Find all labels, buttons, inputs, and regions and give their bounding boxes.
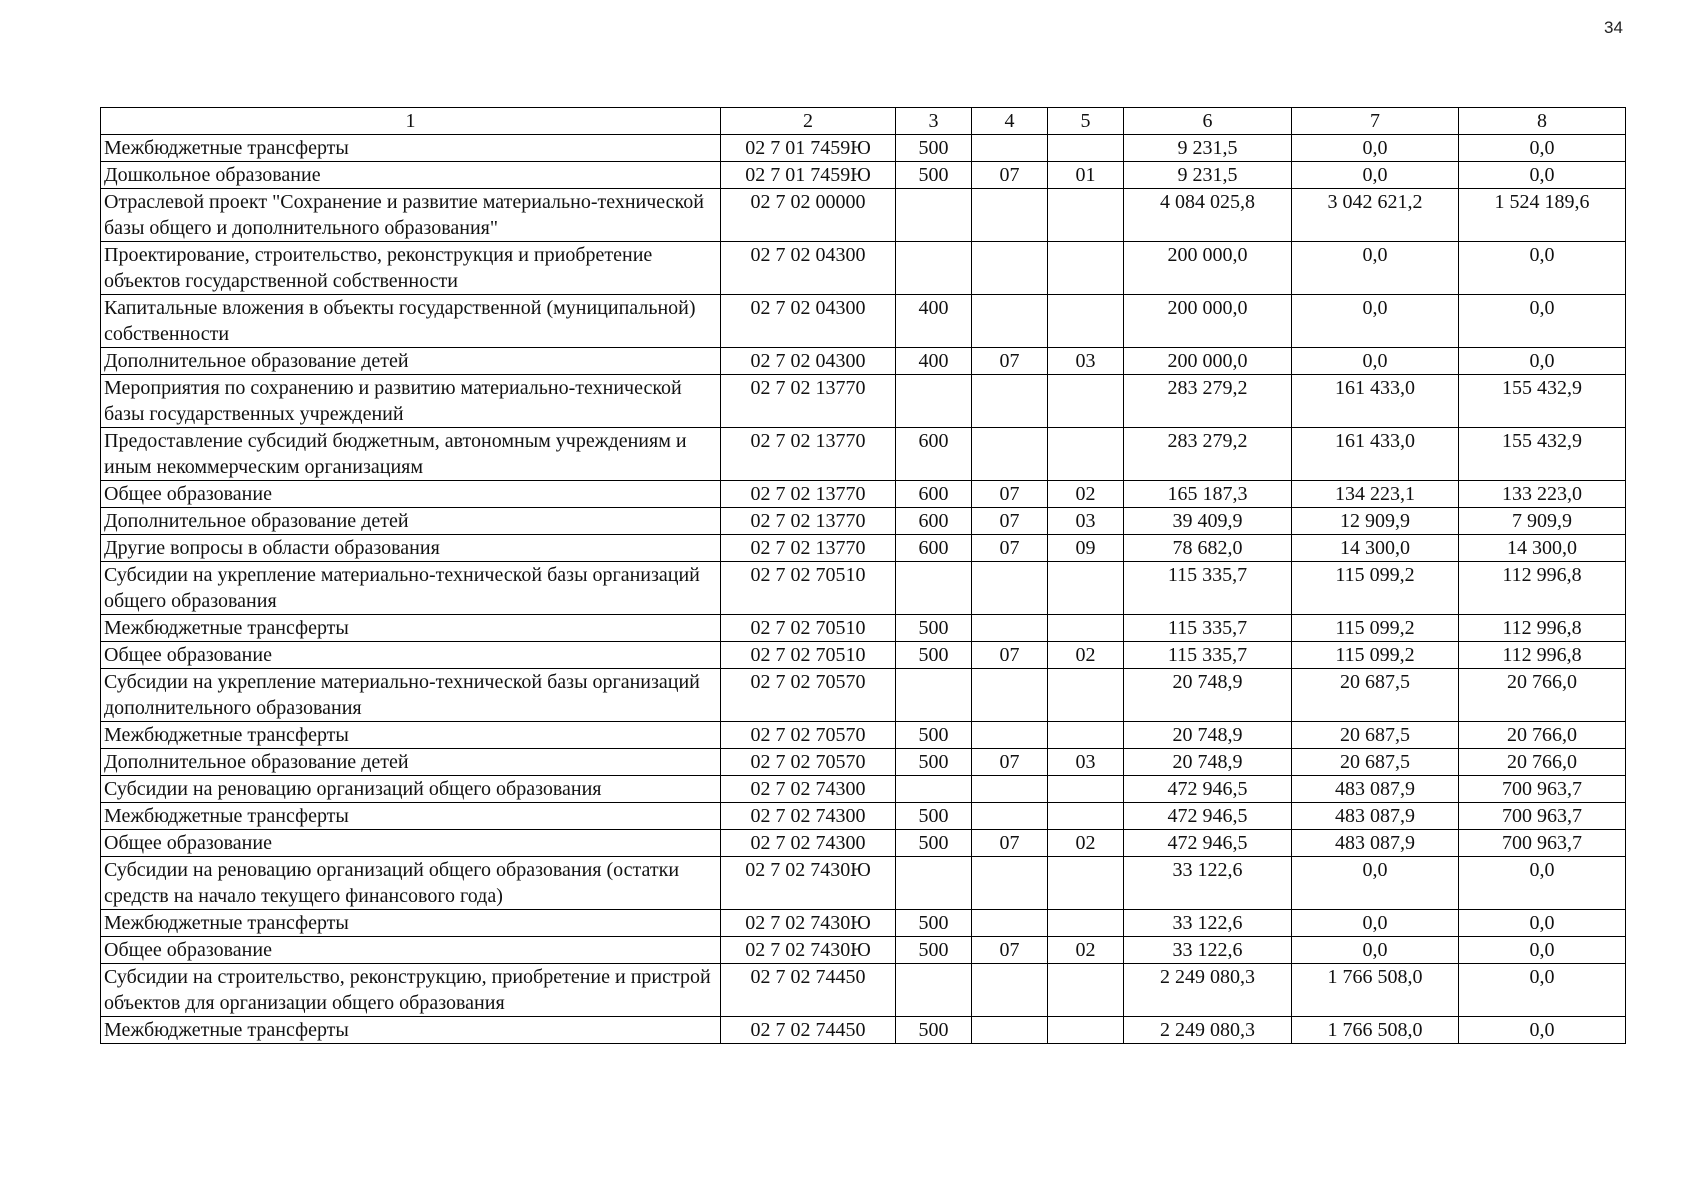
table-row <box>101 348 1626 375</box>
target-code: 02 7 02 74300 <box>721 803 896 830</box>
section <box>972 562 1048 615</box>
amount-year3: 112 996,8 <box>1459 562 1626 615</box>
section <box>972 1017 1048 1044</box>
target-code: 02 7 02 04300 <box>721 295 896 348</box>
table-row <box>101 642 1626 669</box>
target-code: 02 7 02 13770 <box>721 428 896 481</box>
section <box>972 615 1048 642</box>
amount-year3: 0,0 <box>1459 348 1626 375</box>
amount-year2: 0,0 <box>1292 295 1459 348</box>
target-code: 02 7 02 70570 <box>721 722 896 749</box>
target-code: 02 7 02 74450 <box>721 1017 896 1044</box>
table-row <box>101 910 1626 937</box>
section: 07 <box>972 830 1048 857</box>
amount-year1: 39 409,9 <box>1124 508 1292 535</box>
amount-year3: 700 963,7 <box>1459 803 1626 830</box>
amount-year2: 12 909,9 <box>1292 508 1459 535</box>
subsection <box>1048 910 1124 937</box>
section <box>972 776 1048 803</box>
expense-type: 600 <box>896 535 972 562</box>
amount-year2: 115 099,2 <box>1292 642 1459 669</box>
amount-year2: 20 687,5 <box>1292 669 1459 722</box>
amount-year2: 1 766 508,0 <box>1292 964 1459 1017</box>
item-name: Межбюджетные трансферты <box>101 135 721 162</box>
subsection <box>1048 562 1124 615</box>
table-row <box>101 669 1626 722</box>
subsection <box>1048 722 1124 749</box>
target-code: 02 7 02 7430Ю <box>721 937 896 964</box>
table-row <box>101 776 1626 803</box>
column-header: 7 <box>1292 108 1459 135</box>
item-name: Дополнительное образование детей <box>101 508 721 535</box>
target-code: 02 7 02 74300 <box>721 776 896 803</box>
table-row <box>101 749 1626 776</box>
item-name: Общее образование <box>101 481 721 508</box>
item-name: Дополнительное образование детей <box>101 749 721 776</box>
target-code: 02 7 02 70510 <box>721 615 896 642</box>
item-name: Другие вопросы в области образования <box>101 535 721 562</box>
section: 07 <box>972 642 1048 669</box>
amount-year3: 20 766,0 <box>1459 722 1626 749</box>
table-row <box>101 428 1626 481</box>
target-code: 02 7 02 04300 <box>721 348 896 375</box>
amount-year3: 700 963,7 <box>1459 776 1626 803</box>
section <box>972 295 1048 348</box>
amount-year3: 133 223,0 <box>1459 481 1626 508</box>
amount-year2: 14 300,0 <box>1292 535 1459 562</box>
amount-year2: 0,0 <box>1292 242 1459 295</box>
item-name: Межбюджетные трансферты <box>101 910 721 937</box>
column-header: 5 <box>1048 108 1124 135</box>
amount-year2: 0,0 <box>1292 348 1459 375</box>
amount-year3: 0,0 <box>1459 857 1626 910</box>
item-name: Субсидии на укрепление материально-технической базы организаций дополнительного образования <box>101 669 721 722</box>
item-name: Межбюджетные трансферты <box>101 615 721 642</box>
amount-year3: 1 524 189,6 <box>1459 189 1626 242</box>
amount-year2: 0,0 <box>1292 910 1459 937</box>
amount-year1: 115 335,7 <box>1124 642 1292 669</box>
amount-year2: 0,0 <box>1292 857 1459 910</box>
subsection <box>1048 776 1124 803</box>
section <box>972 669 1048 722</box>
target-code: 02 7 02 70570 <box>721 669 896 722</box>
column-header: 3 <box>896 108 972 135</box>
target-code: 02 7 02 13770 <box>721 375 896 428</box>
subsection: 03 <box>1048 508 1124 535</box>
item-name: Предоставление субсидий бюджетным, автономным учреждениям и иным некоммерческим организациям <box>101 428 721 481</box>
amount-year3: 155 432,9 <box>1459 375 1626 428</box>
amount-year3: 0,0 <box>1459 1017 1626 1044</box>
amount-year1: 78 682,0 <box>1124 535 1292 562</box>
expense-type: 500 <box>896 803 972 830</box>
item-name: Дополнительное образование детей <box>101 348 721 375</box>
subsection <box>1048 428 1124 481</box>
amount-year2: 483 087,9 <box>1292 803 1459 830</box>
amount-year1: 33 122,6 <box>1124 910 1292 937</box>
expense-type: 500 <box>896 135 972 162</box>
column-header: 6 <box>1124 108 1292 135</box>
amount-year1: 20 748,9 <box>1124 722 1292 749</box>
table-body <box>101 135 1626 1044</box>
amount-year1: 9 231,5 <box>1124 162 1292 189</box>
subsection <box>1048 669 1124 722</box>
table-row <box>101 722 1626 749</box>
expense-type: 500 <box>896 937 972 964</box>
table-row <box>101 295 1626 348</box>
amount-year1: 165 187,3 <box>1124 481 1292 508</box>
amount-year1: 283 279,2 <box>1124 375 1292 428</box>
table-row <box>101 162 1626 189</box>
budget-table <box>100 107 1626 1044</box>
amount-year3: 0,0 <box>1459 242 1626 295</box>
item-name: Общее образование <box>101 642 721 669</box>
table-row <box>101 803 1626 830</box>
amount-year1: 20 748,9 <box>1124 669 1292 722</box>
subsection: 09 <box>1048 535 1124 562</box>
section <box>972 857 1048 910</box>
subsection <box>1048 803 1124 830</box>
target-code: 02 7 02 70510 <box>721 562 896 615</box>
expense-type: 500 <box>896 722 972 749</box>
section: 07 <box>972 937 1048 964</box>
item-name: Общее образование <box>101 830 721 857</box>
header-row <box>101 108 1626 135</box>
item-name: Субсидии на реновацию организаций общего образования <box>101 776 721 803</box>
amount-year3: 0,0 <box>1459 135 1626 162</box>
column-header: 8 <box>1459 108 1626 135</box>
item-name: Субсидии на укрепление материально-технической базы организаций общего образования <box>101 562 721 615</box>
section <box>972 189 1048 242</box>
amount-year1: 115 335,7 <box>1124 615 1292 642</box>
amount-year3: 112 996,8 <box>1459 615 1626 642</box>
target-code: 02 7 02 13770 <box>721 535 896 562</box>
subsection: 03 <box>1048 348 1124 375</box>
subsection: 01 <box>1048 162 1124 189</box>
expense-type <box>896 242 972 295</box>
amount-year1: 2 249 080,3 <box>1124 1017 1292 1044</box>
amount-year3: 700 963,7 <box>1459 830 1626 857</box>
item-name: Межбюджетные трансферты <box>101 722 721 749</box>
amount-year2: 3 042 621,2 <box>1292 189 1459 242</box>
subsection <box>1048 1017 1124 1044</box>
subsection <box>1048 135 1124 162</box>
amount-year2: 0,0 <box>1292 162 1459 189</box>
amount-year2: 134 223,1 <box>1292 481 1459 508</box>
subsection <box>1048 615 1124 642</box>
amount-year1: 2 249 080,3 <box>1124 964 1292 1017</box>
section <box>972 428 1048 481</box>
amount-year1: 472 946,5 <box>1124 776 1292 803</box>
expense-type: 500 <box>896 615 972 642</box>
item-name: Отраслевой проект "Сохранение и развитие материально-технической базы общего и дополнительного образования" <box>101 189 721 242</box>
target-code: 02 7 02 04300 <box>721 242 896 295</box>
subsection <box>1048 295 1124 348</box>
amount-year3: 112 996,8 <box>1459 642 1626 669</box>
amount-year2: 161 433,0 <box>1292 375 1459 428</box>
expense-type: 500 <box>896 642 972 669</box>
table-row <box>101 830 1626 857</box>
subsection <box>1048 857 1124 910</box>
amount-year3: 7 909,9 <box>1459 508 1626 535</box>
section <box>972 910 1048 937</box>
expense-type: 500 <box>896 830 972 857</box>
expense-type: 600 <box>896 481 972 508</box>
item-name: Дошкольное образование <box>101 162 721 189</box>
amount-year3: 20 766,0 <box>1459 749 1626 776</box>
expense-type <box>896 964 972 1017</box>
section <box>972 375 1048 428</box>
section <box>972 803 1048 830</box>
amount-year1: 33 122,6 <box>1124 857 1292 910</box>
section <box>972 722 1048 749</box>
amount-year1: 472 946,5 <box>1124 803 1292 830</box>
item-name: Субсидии на строительство, реконструкцию, приобретение и пристрой объектов для организации общего образования <box>101 964 721 1017</box>
amount-year1: 9 231,5 <box>1124 135 1292 162</box>
target-code: 02 7 02 7430Ю <box>721 857 896 910</box>
expense-type <box>896 857 972 910</box>
subsection: 02 <box>1048 642 1124 669</box>
target-code: 02 7 02 70510 <box>721 642 896 669</box>
amount-year1: 4 084 025,8 <box>1124 189 1292 242</box>
amount-year3: 20 766,0 <box>1459 669 1626 722</box>
subsection <box>1048 242 1124 295</box>
amount-year1: 283 279,2 <box>1124 428 1292 481</box>
table-row <box>101 242 1626 295</box>
target-code: 02 7 02 70570 <box>721 749 896 776</box>
table-row <box>101 135 1626 162</box>
subsection: 02 <box>1048 481 1124 508</box>
item-name: Субсидии на реновацию организаций общего образования (остатки средств на начало текущего финансового года) <box>101 857 721 910</box>
amount-year2: 115 099,2 <box>1292 615 1459 642</box>
expense-type <box>896 189 972 242</box>
expense-type: 500 <box>896 1017 972 1044</box>
target-code: 02 7 02 13770 <box>721 508 896 535</box>
amount-year2: 20 687,5 <box>1292 749 1459 776</box>
table-row <box>101 189 1626 242</box>
section <box>972 242 1048 295</box>
subsection <box>1048 375 1124 428</box>
section: 07 <box>972 749 1048 776</box>
column-header: 4 <box>972 108 1048 135</box>
amount-year1: 200 000,0 <box>1124 348 1292 375</box>
amount-year2: 0,0 <box>1292 135 1459 162</box>
section <box>972 135 1048 162</box>
section: 07 <box>972 508 1048 535</box>
table-row <box>101 937 1626 964</box>
table-row <box>101 964 1626 1017</box>
amount-year2: 20 687,5 <box>1292 722 1459 749</box>
amount-year1: 200 000,0 <box>1124 242 1292 295</box>
amount-year1: 472 946,5 <box>1124 830 1292 857</box>
item-name: Межбюджетные трансферты <box>101 1017 721 1044</box>
column-header: 1 <box>101 108 721 135</box>
amount-year3: 0,0 <box>1459 910 1626 937</box>
amount-year2: 161 433,0 <box>1292 428 1459 481</box>
section: 07 <box>972 535 1048 562</box>
amount-year3: 0,0 <box>1459 964 1626 1017</box>
amount-year1: 33 122,6 <box>1124 937 1292 964</box>
table-row <box>101 375 1626 428</box>
target-code: 02 7 02 74450 <box>721 964 896 1017</box>
expense-type: 400 <box>896 348 972 375</box>
amount-year3: 155 432,9 <box>1459 428 1626 481</box>
amount-year2: 0,0 <box>1292 937 1459 964</box>
column-header: 2 <box>721 108 896 135</box>
amount-year2: 1 766 508,0 <box>1292 1017 1459 1044</box>
table-row <box>101 615 1626 642</box>
expense-type: 600 <box>896 428 972 481</box>
section: 07 <box>972 162 1048 189</box>
table-row <box>101 481 1626 508</box>
item-name: Капитальные вложения в объекты государственной (муниципальной) собственности <box>101 295 721 348</box>
subsection <box>1048 189 1124 242</box>
item-name: Общее образование <box>101 937 721 964</box>
amount-year2: 483 087,9 <box>1292 776 1459 803</box>
table-row <box>101 562 1626 615</box>
amount-year2: 115 099,2 <box>1292 562 1459 615</box>
table-row <box>101 857 1626 910</box>
amount-year1: 200 000,0 <box>1124 295 1292 348</box>
section: 07 <box>972 481 1048 508</box>
subsection <box>1048 964 1124 1017</box>
expense-type: 500 <box>896 162 972 189</box>
target-code: 02 7 02 13770 <box>721 481 896 508</box>
subsection: 02 <box>1048 937 1124 964</box>
table-row <box>101 508 1626 535</box>
table-row <box>101 535 1626 562</box>
amount-year1: 20 748,9 <box>1124 749 1292 776</box>
amount-year3: 0,0 <box>1459 295 1626 348</box>
amount-year1: 115 335,7 <box>1124 562 1292 615</box>
expense-type: 500 <box>896 910 972 937</box>
expense-type: 600 <box>896 508 972 535</box>
page-number: 34 <box>1604 18 1623 37</box>
target-code: 02 7 02 00000 <box>721 189 896 242</box>
amount-year2: 483 087,9 <box>1292 830 1459 857</box>
target-code: 02 7 01 7459Ю <box>721 135 896 162</box>
item-name: Проектирование, строительство, реконструкция и приобретение объектов государственной собственности <box>101 242 721 295</box>
expense-type <box>896 562 972 615</box>
item-name: Мероприятия по сохранению и развитию материально-технической базы государственных учреждений <box>101 375 721 428</box>
amount-year3: 14 300,0 <box>1459 535 1626 562</box>
amount-year3: 0,0 <box>1459 162 1626 189</box>
section: 07 <box>972 348 1048 375</box>
amount-year3: 0,0 <box>1459 937 1626 964</box>
target-code: 02 7 02 74300 <box>721 830 896 857</box>
expense-type: 400 <box>896 295 972 348</box>
target-code: 02 7 01 7459Ю <box>721 162 896 189</box>
subsection: 02 <box>1048 830 1124 857</box>
expense-type: 500 <box>896 749 972 776</box>
expense-type <box>896 776 972 803</box>
section <box>972 964 1048 1017</box>
expense-type <box>896 669 972 722</box>
target-code: 02 7 02 7430Ю <box>721 910 896 937</box>
item-name: Межбюджетные трансферты <box>101 803 721 830</box>
table-row <box>101 1017 1626 1044</box>
expense-type <box>896 375 972 428</box>
subsection: 03 <box>1048 749 1124 776</box>
